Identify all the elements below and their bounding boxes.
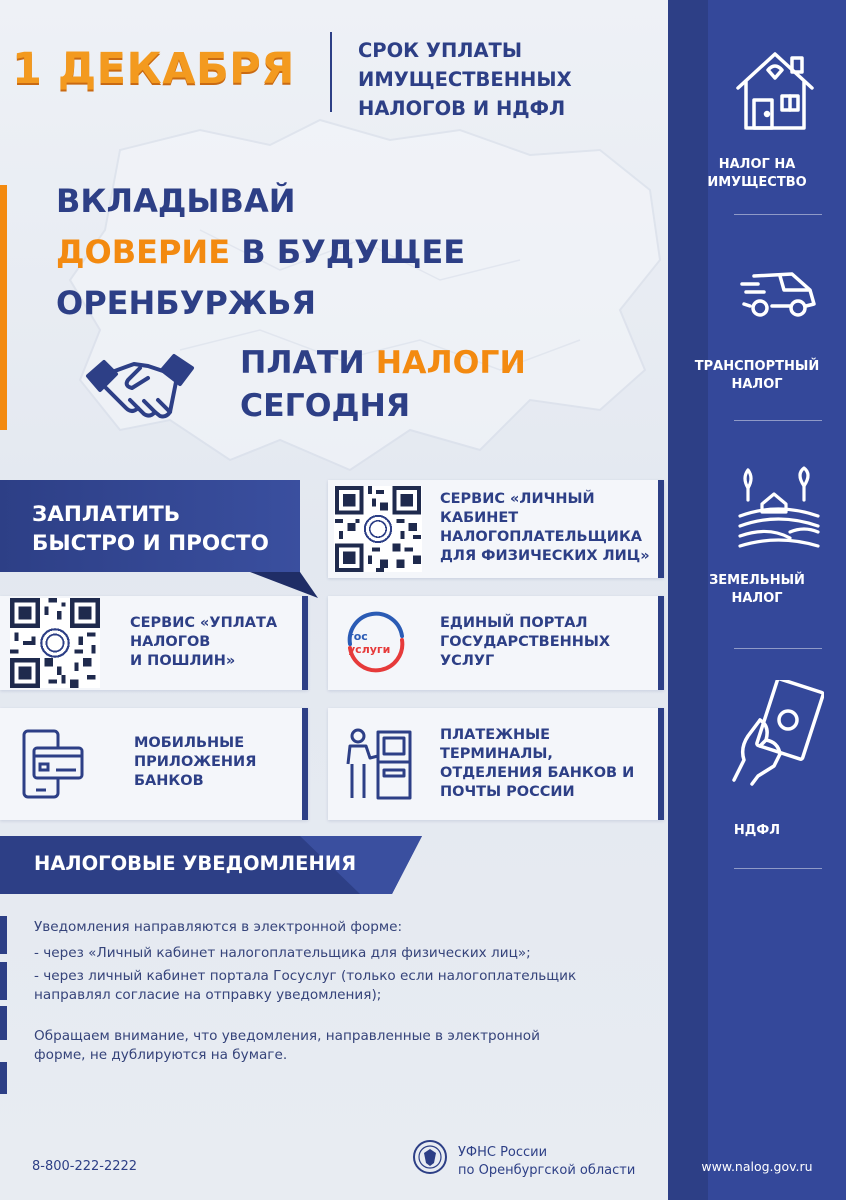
accent-bar	[0, 185, 7, 430]
lk-qr-code[interactable]	[334, 486, 422, 572]
fns-emblem-icon	[412, 1139, 448, 1175]
sidebar-item-land-tax: ЗЕМЕЛЬНЫЙ НАЛОГ	[709, 573, 805, 606]
uplata-qr-code[interactable]	[10, 598, 100, 688]
organization-name: УФНС России по Оренбургской области	[458, 1145, 636, 1178]
sidebar-item-transport-tax: ТРАНСПОРТНЫЙ НАЛОГ	[694, 359, 820, 392]
svg-text:услуги: услуги	[348, 643, 391, 656]
sidebar-item-ndfl: НДФЛ	[733, 823, 781, 838]
due-date: 1 ДЕКАБРЯ	[12, 44, 295, 94]
sidebar-divider	[734, 868, 822, 869]
notif-marker	[0, 1006, 7, 1040]
website-link[interactable]: www.nalog.gov.ru	[701, 1159, 813, 1174]
notifications-text: Уведомления направляются в электронной форме: - через «Личный кабинет налогоплательщика для физических лиц»; - через личный кабинет портала Госуслуг (только если налогоплательщик направлял согласие на отправку уведомления); Обращаем внимание, что уведомления, направленные в электронной форме, не дублируются на бумаге.	[34, 919, 577, 1063]
notif-marker	[0, 916, 7, 954]
headline-highlight: ДОВЕРИЕ	[56, 233, 231, 271]
hotline-phone[interactable]: 8-800-222-2222	[32, 1159, 138, 1174]
terminals-text: ПЛАТЕЖНЫЕ ТЕРМИНАЛЫ, ОТДЕЛЕНИЯ БАНКОВ И ПОЧТЫ РОССИИ	[440, 727, 635, 800]
car-icon	[740, 264, 818, 320]
pay-highlight: НАЛОГИ	[375, 345, 526, 381]
gosuslugi-logo[interactable]	[340, 606, 412, 678]
handshake-icon	[82, 346, 198, 426]
notifications-title: НАЛОГОВЫЕ УВЕДОМЛЕНИЯ	[34, 852, 357, 875]
sidebar-divider	[734, 214, 822, 215]
notif-marker	[0, 1062, 7, 1094]
pay-methods-title: ЗАПЛАТИТЬ БЫСТРО И ПРОСТО	[32, 502, 269, 556]
notif-marker	[0, 962, 7, 1000]
pay-slogan: ПЛАТИ НАЛОГИ СЕГОДНЯ	[240, 345, 526, 424]
house-icon	[734, 48, 816, 132]
header-divider	[330, 32, 332, 112]
land-icon	[738, 466, 820, 548]
uplata-service-text: СЕРВИС «УПЛАТА НАЛОГОВ И ПОШЛИН»	[130, 615, 278, 669]
sidebar-divider	[734, 420, 822, 421]
mobile-phone-card-icon	[20, 728, 86, 800]
sidebar-divider	[734, 648, 822, 649]
deadline-caption: СРОК УПЛАТЫ ИМУЩЕСТВЕННЫХ НАЛОГОВ И НДФЛ	[358, 39, 572, 120]
money-hand-icon	[730, 680, 824, 786]
sidebar-item-property-tax: НАЛОГ НА ИМУЩЕСТВО	[707, 157, 807, 190]
gosuslugi-text: ЕДИНЫЙ ПОРТАЛ ГОСУДАРСТВЕННЫХ УСЛУГ	[440, 615, 611, 669]
payment-terminal-icon	[344, 728, 414, 800]
svg-text:гос: гос	[348, 630, 368, 643]
headline: ВКЛАДЫВАЙ ДОВЕРИЕ В БУДУЩЕЕ ОРЕНБУРЖЬЯ	[56, 182, 466, 322]
mobile-banking-text: МОБИЛЬНЫЕ ПРИЛОЖЕНИЯ БАНКОВ	[134, 735, 257, 789]
lk-service-text: СЕРВИС «ЛИЧНЫЙ КАБИНЕТ НАЛОГОПЛАТЕЛЬЩИКА ДЛЯ ФИЗИЧЕСКИХ ЛИЦ»	[440, 491, 650, 564]
